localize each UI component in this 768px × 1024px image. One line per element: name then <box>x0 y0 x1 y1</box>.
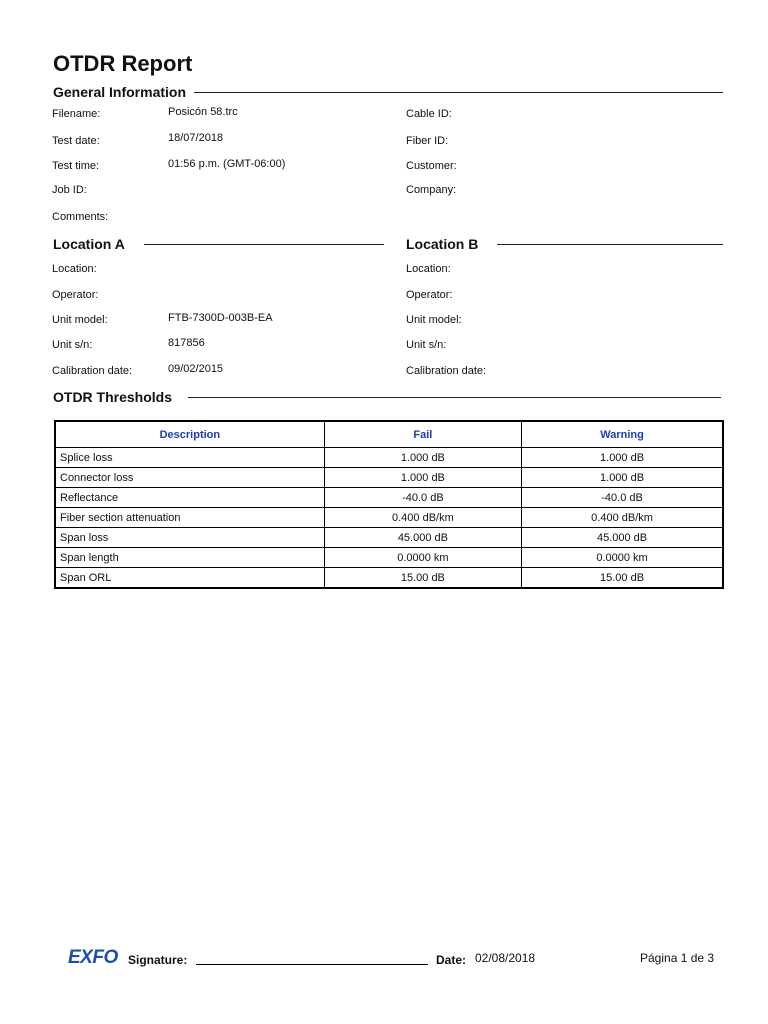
test-time-label: Test time: <box>52 160 100 172</box>
location-a-unit-model-value: FTB-7300D-003B-EA <box>168 312 273 324</box>
row-fail: 0.400 dB/km <box>324 508 521 528</box>
table-row <box>55 508 723 528</box>
cable-id-label: Cable ID: <box>406 108 452 120</box>
section-divider <box>180 92 723 93</box>
filename-label: Filename: <box>52 108 101 120</box>
row-description: Span length <box>55 548 324 568</box>
section-divider <box>144 244 384 245</box>
test-date-label: Test date: <box>52 135 100 147</box>
row-warning: -40.0 dB <box>522 488 723 508</box>
table-row <box>55 448 723 468</box>
row-fail: 1.000 dB <box>324 468 521 488</box>
location-a-heading: Location A <box>53 236 133 252</box>
filename-value: Posicón 58.trc <box>168 106 238 118</box>
date-label: Date: <box>436 953 467 967</box>
row-warning: 0.400 dB/km <box>522 508 723 528</box>
page-number: Página 1 de 3 <box>640 951 715 965</box>
exfo-logo: EXFO <box>68 947 118 968</box>
section-divider <box>497 244 723 245</box>
table-row <box>55 548 723 568</box>
general-information-heading: General Information <box>53 84 194 100</box>
location-b-heading: Location B <box>406 236 486 252</box>
row-description: Fiber section attenuation <box>55 508 324 528</box>
table-row <box>55 568 723 589</box>
fiber-id-label: Fiber ID: <box>406 135 449 147</box>
job-id-label: Job ID: <box>52 184 87 196</box>
test-time-value: 01:56 p.m. (GMT-06:00) <box>168 158 286 170</box>
row-warning: 1.000 dB <box>522 468 723 488</box>
location-b-unit-model-label: Unit model: <box>406 314 462 326</box>
location-b-calibration-date-label: Calibration date: <box>406 365 487 377</box>
table-row <box>55 468 723 488</box>
row-warning: 15.00 dB <box>522 568 723 589</box>
row-description: Connector loss <box>55 468 324 488</box>
table-row <box>55 528 723 548</box>
signature-label: Signature: <box>128 953 188 967</box>
row-fail: -40.0 dB <box>324 488 521 508</box>
location-b-location-label: Location: <box>406 263 451 275</box>
comments-label: Comments: <box>52 211 109 223</box>
date-value: 02/08/2018 <box>475 951 536 965</box>
row-description: Span ORL <box>55 568 324 589</box>
column-header-warning: Warning <box>522 421 723 448</box>
row-description: Reflectance <box>55 488 324 508</box>
location-a-unit-sn-label: Unit s/n: <box>52 339 93 351</box>
location-a-calibration-date-value: 09/02/2015 <box>168 363 224 375</box>
location-b-unit-sn-label: Unit s/n: <box>406 339 447 351</box>
column-header-description: Description <box>55 421 324 448</box>
row-warning: 0.0000 km <box>522 548 723 568</box>
location-a-unit-model-label: Unit model: <box>52 314 108 326</box>
row-fail: 15.00 dB <box>324 568 521 589</box>
column-header-fail: Fail <box>324 421 521 448</box>
location-a-calibration-date-label: Calibration date: <box>52 365 133 377</box>
report-title: OTDR Report <box>53 51 193 76</box>
row-description: Span loss <box>55 528 324 548</box>
otdr-thresholds-heading: OTDR Thresholds <box>53 389 180 405</box>
row-description: Splice loss <box>55 448 324 468</box>
row-fail: 45.000 dB <box>324 528 521 548</box>
thresholds-table <box>54 420 724 589</box>
test-date-value: 18/07/2018 <box>168 132 224 144</box>
row-warning: 1.000 dB <box>522 448 723 468</box>
row-warning: 45.000 dB <box>522 528 723 548</box>
signature-line <box>196 964 428 965</box>
location-a-unit-sn-value: 817856 <box>168 337 205 349</box>
row-fail: 1.000 dB <box>324 448 521 468</box>
location-a-location-label: Location: <box>52 263 97 275</box>
location-a-operator-label: Operator: <box>52 289 99 301</box>
location-b-operator-label: Operator: <box>406 289 453 301</box>
table-header-row <box>55 421 723 448</box>
company-label: Company: <box>406 184 457 196</box>
section-divider <box>188 397 721 398</box>
table-row <box>55 488 723 508</box>
row-fail: 0.0000 km <box>324 548 521 568</box>
customer-label: Customer: <box>406 160 457 172</box>
